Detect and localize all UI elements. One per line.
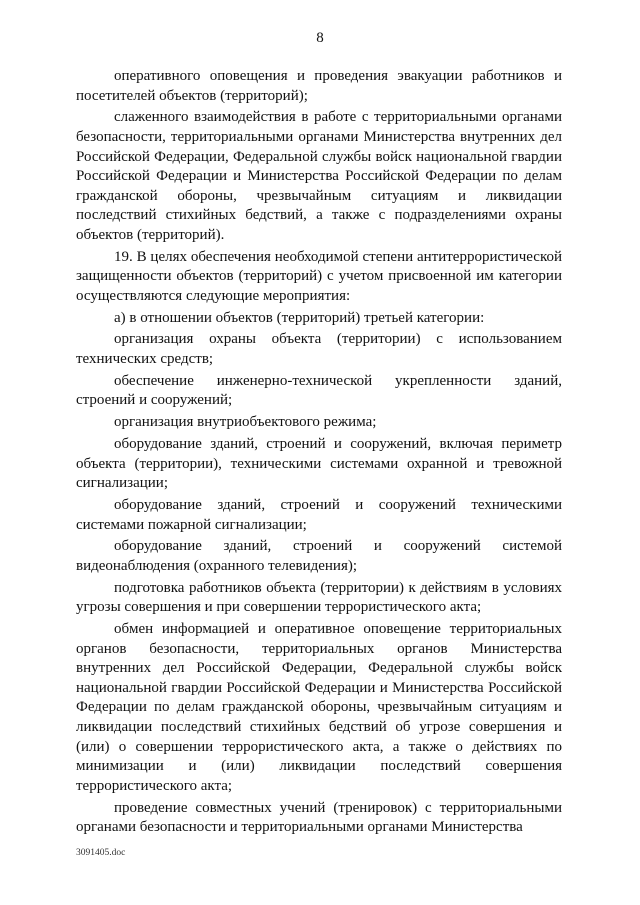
page-number: 8 (316, 30, 324, 46)
paragraph: оборудование зданий, строений и сооружений, включая периметр объекта (территории), техническими системами охранной и тревожной сигнализации; (76, 436, 562, 492)
paragraph: организация охраны объекта (территории) с использованием технических средств; (76, 331, 562, 368)
paragraph: подготовка работников объекта (территории) к действиям в условиях угрозы совершения и при совершении террористического акта; (76, 579, 562, 616)
paragraph: а) в отношении объектов (территорий) третьей категории: (114, 309, 485, 326)
paragraph: оперативного оповещения и проведения эвакуации работников и посетителей объектов (территорий); (76, 68, 562, 104)
paragraph: проведение совместных учений (тренировок) с территориальными органами безопасности и территориальными органами Министерства (76, 799, 562, 836)
paragraph: 19. В целях обеспечения необходимой степени антитеррористической защищенности объектов (территорий) с учетом присвоенной им категории осуществляются следующие мероприятия: (76, 248, 562, 304)
document-body (76, 67, 562, 840)
paragraph: обеспечение инженерно-технической укрепленности зданий, строений и сооружений; (76, 372, 562, 409)
paragraph: оборудование зданий, строений и сооружений техническими системами пожарной сигнализации; (76, 496, 562, 533)
paragraph: слаженного взаимодействия в работе с территориальными органами безопасности, территориальными органами Министерства внутренних дел Российской Федерации, Федеральной службы войск национальной гвардии Российской Федерации и Министерства Российской Федерации по делам гражданской обороны, чрезвычайным ситуациям и ликвидации последствий стихийных бедствий, а также с подразделениями охраны объектов (территорий). (76, 109, 562, 243)
paragraph: оборудование зданий, строений и сооружений системой видеонаблюдения (охранного телевидения); (76, 538, 562, 574)
paragraph: организация внутриобъектового режима; (114, 414, 377, 431)
document-file-id: 3091405.doc (76, 848, 126, 858)
paragraph: обмен информацией и оперативное оповещение территориальных органов безопасности, территориальных органов Министерства внутренних дел Российской Федерации, Федеральной службы войск национальной гвардии Российской Федерации и Министерства Российской Федерации по делам гражданской обороны, чрезвычайным ситуациям и ликвидации последствий стихийных бедствий об угрозе совершения и (или) о совершении террористического акта, а также о действиях по минимизации и (или) ликвидации последствий совершения террористического акта; (76, 621, 562, 794)
